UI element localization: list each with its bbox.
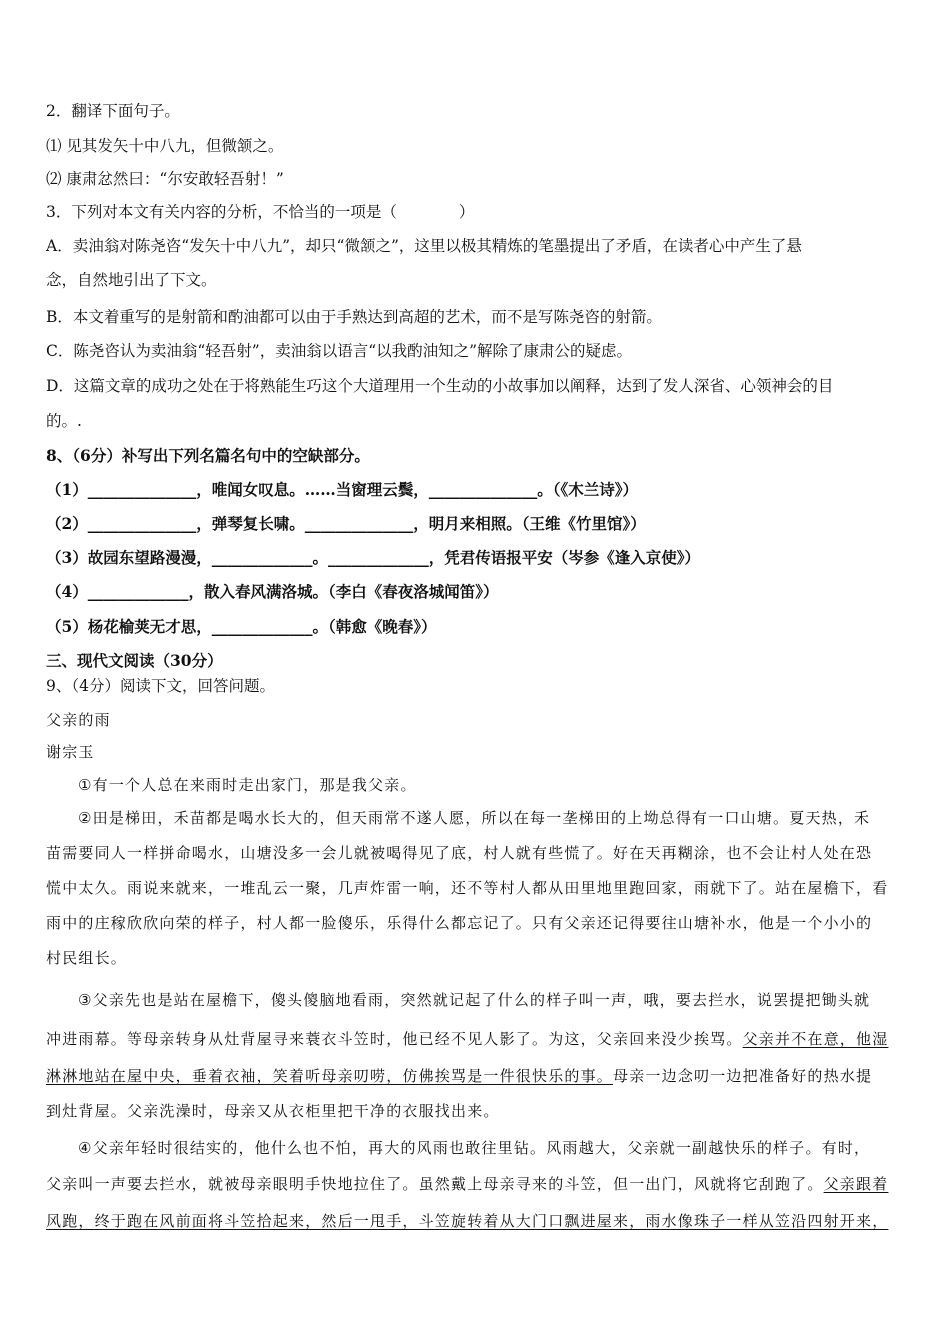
underlined-sentence: 淋淋地站在屋中央，垂着衣袖，笑着听母亲叨唠，仿佛挨骂是一件很快乐的事。	[46, 1067, 614, 1085]
q8-line-1: （1）______________，唯闻女叹息。……当窗理云鬓，______________。（《木兰诗》）	[46, 480, 639, 499]
q3-option-c: C．陈尧咨认为卖油翁“轻吾射”，卖油翁以语言“以我酌油知之”解除了康肃公的疑虑。	[46, 342, 633, 360]
q3-option-d-line-1: D．这篇文章的成功之处在于将熟能生巧这个大道理用一个生动的小故事加以阐释，达到了发人深省、心领神会的目	[46, 377, 834, 395]
paragraph-2-line-5: 村民组长。	[46, 949, 128, 967]
article-title: 父亲的雨	[46, 711, 111, 729]
paragraph-2-line-4: 雨中的庄稼欣欣向荣的样子，村人都一脸傻乐，乐得什么都忘记了。只有父亲还记得要往山塘补水，他是一个小小的	[46, 914, 873, 932]
q3-option-d-line-2: 的。.	[46, 412, 82, 430]
q2-sentence-2: ⑵ 康肃忿然曰：“尔安敢轻吾射！”	[46, 170, 284, 188]
q3-option-b: B．本文着重写的是射箭和酌油都可以由于手熟达到高超的艺术，而不是写陈尧咨的射箭。	[46, 308, 662, 326]
q9-title: 9、（4分）阅读下文，回答问题。	[46, 677, 275, 695]
section-heading: 三、现代文阅读（30分）	[46, 651, 223, 670]
paragraph-4-line-2	[46, 1174, 888, 1194]
q3-option-a-line-1: A．卖油翁对陈尧咨“发矢十中八九”，却只“微颔之”，这里以极其精炼的笔墨提出了矛盾，在读者心中产生了悬	[46, 237, 802, 255]
q3-option-a-line-2: 念，自然地引出了下文。	[46, 271, 217, 289]
article-author: 谢宗玉	[46, 743, 95, 761]
paragraph-1: ①有一个人总在来雨时走出家门，那是我父亲。	[78, 776, 417, 794]
q8-line-2: （2）______________，弹琴复长啸。______________，明月来相照。（王维《竹里馆》）	[46, 514, 646, 533]
q2-sentence-1: ⑴ 见其发矢十中八九，但微颔之。	[46, 137, 284, 155]
underlined-sentence: 风跑，终于跑在风前面将斗笠拾起来，然后一甩手，斗笠旋转着从大门口飘进屋来，雨水像珠子一样从笠沿四射开来，	[46, 1212, 889, 1230]
q8-title: 8、（6分）补写出下列名篇名句中的空缺部分。	[46, 446, 370, 465]
paragraph-2-line-2: 苗需要同人一样拼命喝水，山塘没多一会儿就被喝得见了底，村人就有些慌了。好在天再糊涂，也不会让村人处在恐	[46, 844, 873, 862]
paragraph-3-text: 冲进雨幕。等母亲转身从灶背屋寻来蓑衣斗笠时，他已经不见人影了。为这，父亲回来没少挨骂。	[46, 1030, 743, 1048]
paragraph-2-line-3: 慌中太久。雨说来就来，一堆乱云一聚，几声炸雷一响，还不等村人都从田里地里跑回家，雨就下了。站在屋檐下，看	[46, 879, 889, 897]
paragraph-3-line-4: 到灶背屋。父亲洗澡时，母亲又从衣柜里把干净的衣服找出来。	[46, 1102, 500, 1120]
paragraph-3-line-2	[46, 1029, 888, 1049]
q8-line-5: （5）杨花榆荚无才思，_____________。（韩愈《晚春》）	[46, 617, 437, 636]
q8-line-3: （3）故园东望路漫漫，_____________。_____________，凭君传语报平安（岑参《逢入京使》）	[46, 548, 701, 567]
q3-title: 3．下列对本文有关内容的分析，不恰当的一项是（ ）	[46, 203, 475, 221]
paragraph-4-line-1: ④父亲年轻时很结实的，他什么也不怕，再大的风雨也敢往里钻。风雨越大，父亲就一副越快乐的样子。有时，	[78, 1139, 871, 1157]
paragraph-3-line-1: ③父亲先也是站在屋檐下，傻头傻脑地看雨，突然就记起了什么的样子叫一声，哦，要去拦水，说罢提把锄头就	[78, 991, 871, 1009]
underlined-sentence: 父亲跟着	[823, 1175, 889, 1193]
paragraph-3-line-3	[46, 1066, 872, 1086]
paragraph-3-text: 母亲一边念叨一边把准备好的热水提	[613, 1067, 873, 1085]
underlined-sentence: 父亲并不在意，他湿	[742, 1030, 889, 1048]
paragraph-4-text: 父亲叫一声要去拦水，就被母亲眼明手快地拉住了。虽然戴上母亲寻来的斗笠，但一出门，风就将它刮跑了。	[46, 1175, 824, 1193]
paragraph-2-line-1: ②田是梯田，禾苗都是喝水长大的，但天雨常不遂人愿，所以在每一垄梯田的上坳总得有一口山塘。夏天热，禾	[78, 809, 871, 827]
q2-title: 2．翻译下面句子。	[46, 102, 180, 120]
q8-line-4: （4）_____________，散入春风满洛城。（李白《春夜洛城闻笛》）	[46, 582, 499, 601]
paragraph-4-line-3	[46, 1211, 888, 1231]
